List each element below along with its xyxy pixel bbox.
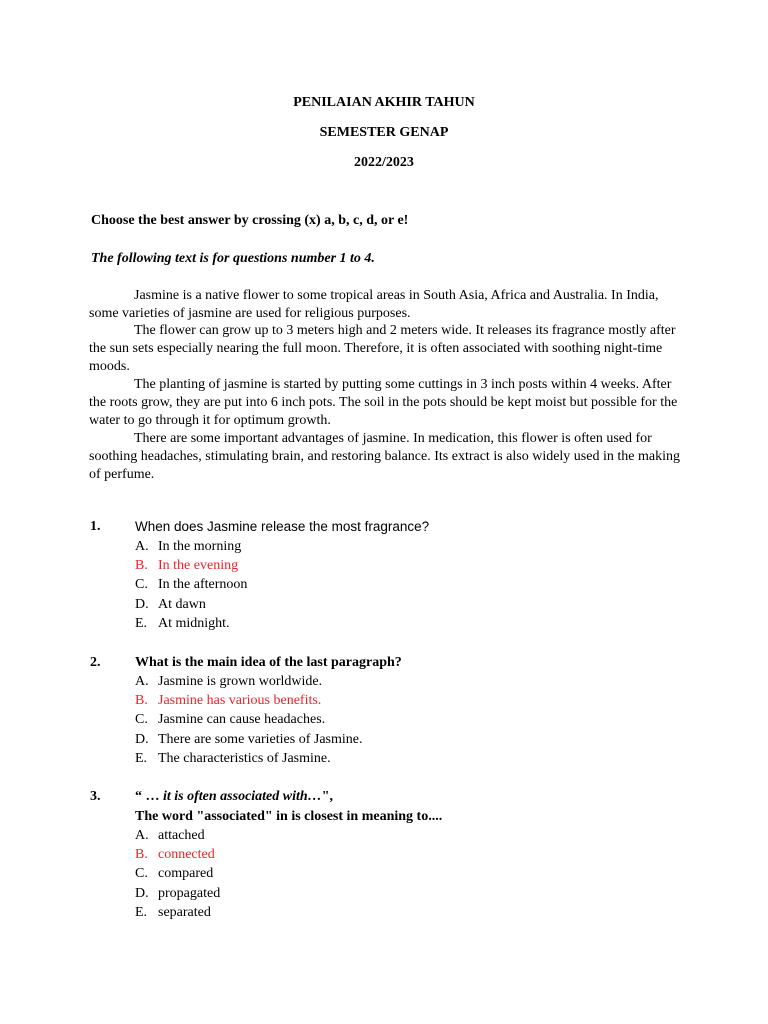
option-letter: E. xyxy=(135,616,148,631)
answer-option[interactable] xyxy=(135,712,325,728)
answer-option[interactable] xyxy=(135,905,211,921)
quote-text: it is often associated with… xyxy=(163,789,322,804)
option-text: The characteristics of Jasmine. xyxy=(158,751,331,766)
passage-paragraph-2: The flower can grow up to 3 meters high and 2 meters wide. It releases its fragrance mostly after the sun sets especially nearing the full moon. Therefore, it is often associated with soothing night-time moods. xyxy=(89,323,676,375)
option-text: There are some varieties of Jasmine. xyxy=(158,732,363,747)
option-text: Jasmine has various benefits. xyxy=(158,693,322,708)
answer-option[interactable] xyxy=(135,751,331,767)
exam-title: PENILAIAN AKHIR TAHUN xyxy=(293,95,475,110)
question-number: 3. xyxy=(90,789,101,804)
option-letter: E. xyxy=(135,751,148,766)
option-letter: C. xyxy=(135,712,148,727)
option-text: attached xyxy=(158,828,205,843)
answer-option[interactable] xyxy=(135,866,213,882)
option-text: At dawn xyxy=(158,597,206,612)
option-letter: B. xyxy=(135,558,148,573)
option-text: compared xyxy=(158,866,214,881)
answer-option[interactable] xyxy=(135,828,205,844)
option-letter: D. xyxy=(135,597,149,612)
answer-option[interactable] xyxy=(135,616,230,632)
exam-semester: SEMESTER GENAP xyxy=(319,125,449,140)
question-text: The word "associated" in is closest in meaning to.... xyxy=(135,809,443,824)
answer-option-highlighted[interactable] xyxy=(135,847,215,863)
answer-option[interactable] xyxy=(135,539,241,555)
option-text: In the morning xyxy=(158,539,242,554)
option-letter: C. xyxy=(135,577,148,592)
option-text: At midnight. xyxy=(158,616,230,631)
option-text: Jasmine is grown worldwide. xyxy=(158,674,323,689)
option-letter: D. xyxy=(135,886,149,901)
question-text: What is the main idea of the last paragraph? xyxy=(135,655,402,670)
option-letter: A. xyxy=(135,539,149,554)
answer-option[interactable] xyxy=(135,886,220,902)
option-letter: B. xyxy=(135,847,148,862)
exam-year: 2022/2023 xyxy=(354,155,414,170)
option-letter: C. xyxy=(135,866,148,881)
option-letter: D. xyxy=(135,732,149,747)
answer-option[interactable] xyxy=(135,597,206,613)
option-letter: A. xyxy=(135,674,149,689)
passage-paragraph-4: There are some important advantages of jasmine. In medication, this flower is often used for soothing headaches, stimulating brain, and restoring balance. Its extract is also widely used in the making of perfume. xyxy=(89,431,680,483)
option-text: separated xyxy=(158,905,211,920)
answer-option-highlighted[interactable] xyxy=(135,693,321,709)
answer-option-highlighted[interactable] xyxy=(135,558,238,574)
passage-paragraph-3: The planting of jasmine is started by putting some cuttings in 3 inch posts within 4 weeks. After the roots grow, they are put into 6 inch pots. The soil in the pots should be kept moist but possible for the water to go through it for optimum growth. xyxy=(89,377,678,429)
answer-option[interactable] xyxy=(135,674,322,690)
question-number: 2. xyxy=(90,655,101,670)
answer-option[interactable] xyxy=(135,577,247,593)
passage-paragraph-1: Jasmine is a native flower to some tropical areas in South Asia, Africa and Australia. In India, some varieties of jasmine are used for religious purposes. xyxy=(89,288,659,322)
answer-option[interactable] xyxy=(135,732,362,748)
passage-intro: The following text is for questions number 1 to 4. xyxy=(91,251,375,266)
option-text: In the afternoon xyxy=(158,577,248,592)
question-text: When does Jasmine release the most fragrance? xyxy=(135,519,430,534)
quote-close: ", xyxy=(321,789,333,804)
option-text: connected xyxy=(158,847,215,862)
option-text: Jasmine can cause headaches. xyxy=(158,712,326,727)
quote-open: “ … xyxy=(135,789,163,804)
option-letter: A. xyxy=(135,828,149,843)
option-text: propagated xyxy=(158,886,221,901)
option-letter: E. xyxy=(135,905,148,920)
option-letter: B. xyxy=(135,693,148,708)
instruction: Choose the best answer by crossing (x) a, b, c, d, or e! xyxy=(91,213,409,228)
question-quote xyxy=(135,789,333,805)
question-number: 1. xyxy=(90,519,101,534)
option-text: In the evening xyxy=(158,558,239,573)
